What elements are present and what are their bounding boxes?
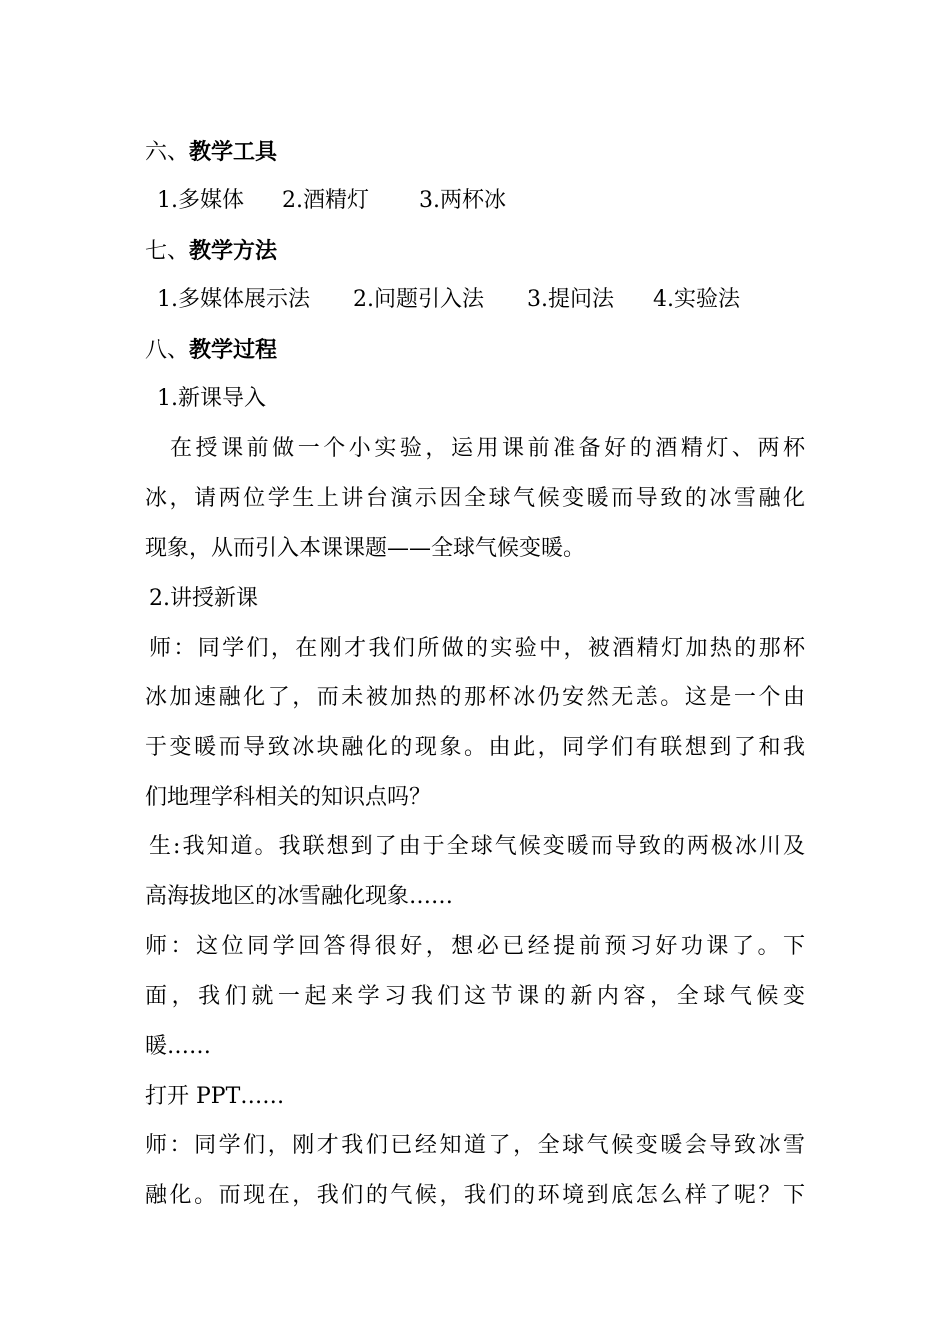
tools-list (157, 186, 817, 216)
subheading-new-lesson: 2.讲授新课 (149, 586, 258, 611)
paragraph-line: 冰，请两位学生上讲台演示因全球气候变暖而导致的冰雪融化 (145, 486, 805, 511)
list-item: 4.实验法 (653, 287, 740, 312)
list-item: 3.两杯冰 (419, 188, 506, 213)
paragraph-line: 师：同学们，刚才我们已经知道了，全球气候变暖会导致冰雪 (145, 1133, 805, 1158)
paragraph-line: 面，我们就一起来学习我们这节课的新内容，全球气候变 (145, 984, 805, 1009)
section-heading-methods (145, 236, 805, 267)
section-title: 教学过程 (189, 337, 278, 363)
paragraph-line: 师：这位同学回答得很好，想必已经提前预习好功课了。下 (145, 934, 805, 959)
list-item: 2.问题引入法 (353, 287, 484, 312)
paragraph-line: 打开 PPT…… (145, 1084, 285, 1109)
section-number: 七、 (145, 239, 190, 264)
paragraph-line: 融化。而现在，我们的气候，我们的环境到底怎么样了呢？下 (145, 1183, 805, 1208)
paragraph-line: 高海拔地区的冰雪融化现象…… (145, 884, 454, 909)
section-heading-tools (145, 137, 805, 168)
list-item: 1.多媒体展示法 (157, 287, 310, 312)
paragraph-line: 现象，从而引入本课课题——全球气候变暖。 (145, 536, 586, 561)
paragraph-line: 们地理学科相关的知识点吗？ (145, 785, 432, 810)
section-number: 六、 (145, 140, 190, 165)
paragraph-line: 生:我知道。我联想到了由于全球气候变暖而导致的两极冰川及 (149, 834, 805, 859)
list-item: 3.提问法 (527, 287, 614, 312)
section-heading-process (145, 335, 805, 366)
paragraph-line: 在授课前做一个小实验，运用课前准备好的酒精灯、两杯 (170, 436, 805, 461)
list-item: 1.多媒体 (157, 188, 244, 213)
subheading-intro: 1.新课导入 (157, 386, 266, 411)
section-number: 八、 (145, 338, 190, 363)
list-item: 2.酒精灯 (282, 188, 369, 213)
section-title: 教学工具 (189, 139, 278, 165)
paragraph-line: 冰加速融化了，而未被加热的那杯冰仍安然无恙。这是一个由 (145, 685, 805, 710)
paragraph-line: 暖…… (145, 1034, 212, 1059)
section-title: 教学方法 (189, 238, 278, 264)
paragraph-line: 于变暖而导致冰块融化的现象。由此，同学们有联想到了和我 (145, 735, 805, 760)
methods-list (157, 285, 817, 315)
paragraph-line: 师：同学们，在刚才我们所做的实验中，被酒精灯加热的那杯 (149, 636, 805, 661)
